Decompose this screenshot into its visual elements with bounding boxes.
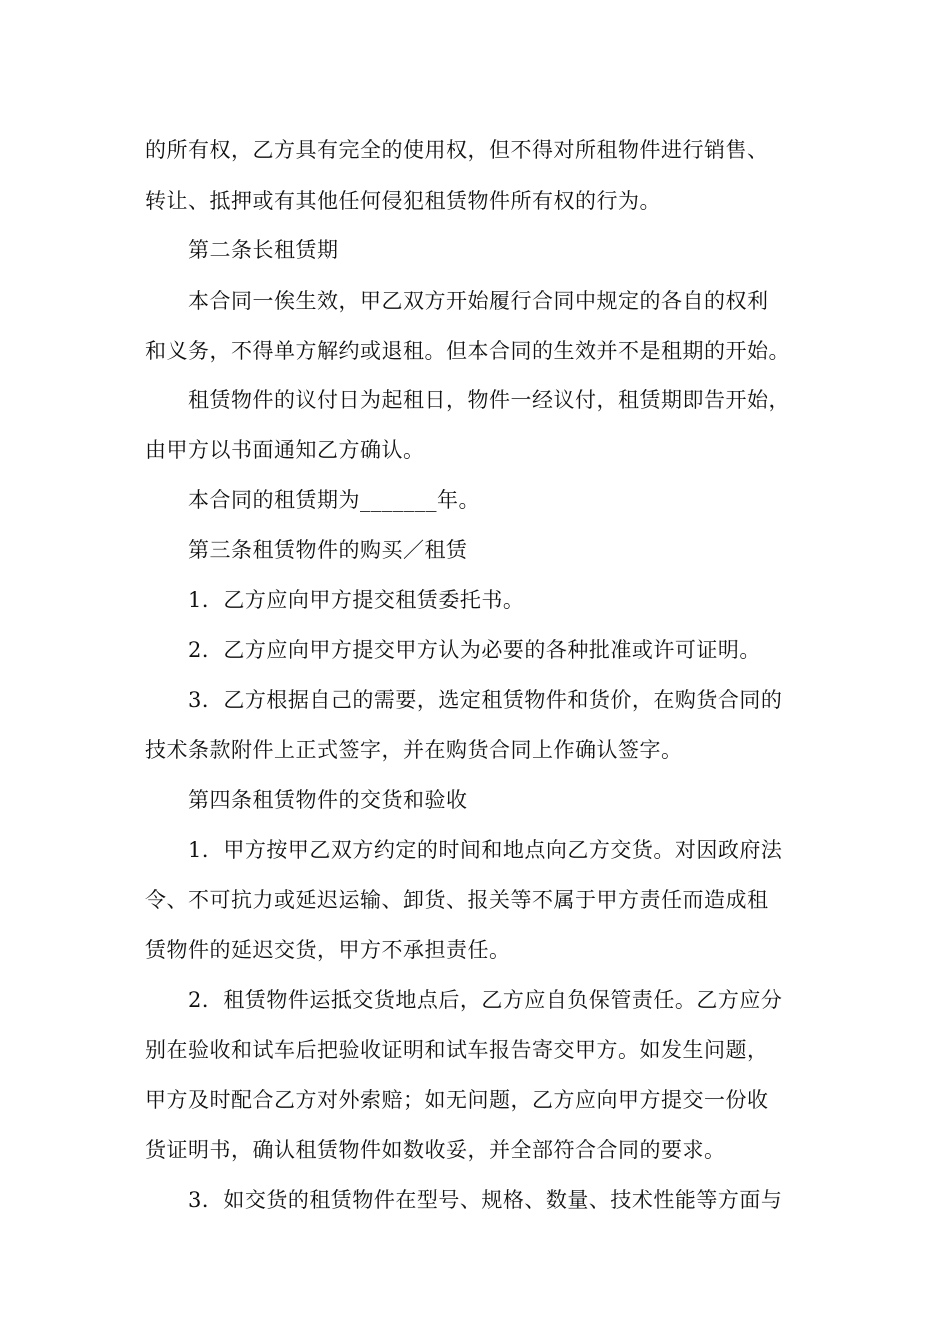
- body-line: 的所有权，乙方具有完全的使用权，但不得对所租物件进行销售、: [145, 138, 769, 162]
- body-line: 3．如交货的租赁物件在型号、规格、数量、技术性能等方面与: [188, 1188, 783, 1212]
- body-line: 3．乙方根据自己的需要，选定租赁物件和货价，在购货合同的: [188, 688, 783, 712]
- body-line: 技术条款附件上正式签字，并在购货合同上作确认签字。: [145, 738, 683, 762]
- body-line: 2．乙方应向甲方提交甲方认为必要的各种批准或许可证明。: [188, 638, 761, 662]
- body-line: 本合同一俟生效，甲乙双方开始履行合同中规定的各自的权利: [188, 289, 769, 313]
- body-line: 别在验收和试车后把验收证明和试车报告寄交甲方。如发生问题，: [145, 1038, 769, 1062]
- body-line: 转让、抵押或有其他任何侵犯租赁物件所有权的行为。: [145, 189, 661, 213]
- body-line: 和义务，不得单方解约或退租。但本合同的生效并不是租期的开始。: [145, 339, 790, 363]
- section-heading: 第三条租赁物件的购买／租赁: [188, 538, 468, 562]
- section-heading: 第四条租赁物件的交货和验收: [188, 788, 468, 812]
- body-line: 1．甲方按甲乙双方约定的时间和地点向乙方交货。对因政府法: [188, 838, 783, 862]
- body-line: 1．乙方应向甲方提交租赁委托书。: [188, 588, 525, 612]
- body-line: 本合同的租赁期为_______年。: [188, 488, 480, 512]
- body-line: 令、不可抗力或延迟运输、卸货、报关等不属于甲方责任而造成租: [145, 888, 769, 912]
- body-line: 租赁物件的议付日为起租日，物件一经议付，租赁期即告开始，: [188, 388, 790, 412]
- body-line: 甲方及时配合乙方对外索赔；如无问题，乙方应向甲方提交一份收: [145, 1088, 769, 1112]
- body-line: 货证明书，确认租赁物件如数收妥，并全部符合合同的要求。: [145, 1138, 726, 1162]
- body-line: 由甲方以书面通知乙方确认。: [145, 438, 425, 462]
- body-line: 赁物件的延迟交货，甲方不承担责任。: [145, 938, 511, 962]
- body-line: 2．租赁物件运抵交货地点后，乙方应自负保管责任。乙方应分: [188, 988, 783, 1012]
- section-heading: 第二条长租赁期: [188, 238, 339, 262]
